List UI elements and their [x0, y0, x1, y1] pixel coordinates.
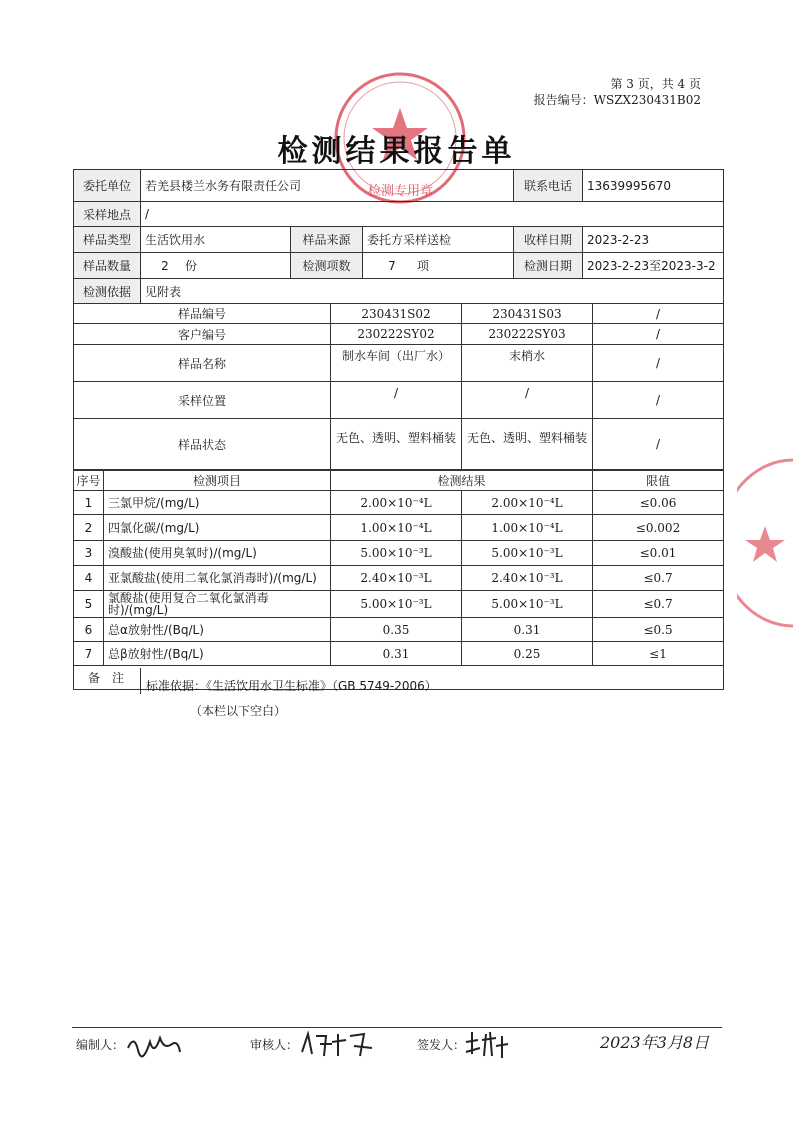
issued-signature-icon — [462, 1028, 512, 1060]
result-item: 三氯甲烷/(mg/L) — [104, 491, 331, 515]
result-item: 四氯化碳/(mg/L) — [104, 515, 331, 541]
result-value-2: 5.00×10⁻³L — [462, 591, 593, 618]
position-label: 采样位置 — [74, 382, 331, 419]
sample-row-name — [74, 345, 724, 382]
client-id-3: / — [593, 324, 724, 345]
items-label: 检测项数 — [291, 253, 363, 279]
position-3: / — [593, 382, 724, 419]
result-header: 检测结果 — [331, 471, 593, 491]
sample-row-state — [74, 419, 724, 470]
result-value-2: 0.25 — [462, 642, 593, 666]
state-1: 无色、透明、塑料桶装 — [331, 419, 462, 470]
client-id-1: 230222SY02 — [331, 324, 462, 345]
results-body — [74, 491, 724, 666]
result-limit: ≤0.01 — [593, 541, 724, 566]
reviewed-by-label: 审核人： — [250, 1038, 299, 1052]
basis-label: 检测依据 — [74, 279, 141, 304]
client-value: 若羌县楼兰水务有限责任公司 — [141, 170, 514, 202]
result-limit: ≤0.7 — [593, 566, 724, 591]
result-seq: 6 — [74, 618, 104, 642]
result-value-1: 0.31 — [331, 642, 462, 666]
result-value-1: 1.00×10⁻⁴L — [331, 515, 462, 541]
test-date-value: 2023-2-23至2023-3-2 — [583, 253, 724, 279]
reviewed-signature-icon — [298, 1026, 378, 1062]
type-value: 生活饮用水 — [141, 227, 291, 253]
position-2: / — [462, 382, 593, 419]
table-row — [74, 491, 724, 515]
limit-header: 限值 — [593, 471, 724, 491]
position-1: / — [331, 382, 462, 419]
info-row-type — [74, 227, 724, 253]
result-value-2: 0.31 — [462, 618, 593, 642]
sample-row-id — [74, 304, 724, 324]
result-seq: 5 — [74, 591, 104, 618]
sample-row-position — [74, 382, 724, 419]
recv-label: 收样日期 — [514, 227, 583, 253]
table-row — [74, 566, 724, 591]
site-value: / — [141, 202, 724, 227]
phone-value: 13639995670 — [583, 170, 724, 202]
result-value-2: 2.00×10⁻⁴L — [462, 491, 593, 515]
state-2: 无色、透明、塑料桶装 — [462, 419, 593, 470]
result-value-1: 5.00×10⁻³L — [331, 591, 462, 618]
result-limit: ≤0.002 — [593, 515, 724, 541]
remarks-divider — [140, 668, 141, 694]
results-header-row — [74, 471, 724, 491]
table-row — [74, 642, 724, 666]
qty-value: 2 — [161, 259, 169, 273]
result-seq: 3 — [74, 541, 104, 566]
source-label: 样品来源 — [291, 227, 363, 253]
test-date-label: 检测日期 — [514, 253, 583, 279]
result-value-1: 0.35 — [331, 618, 462, 642]
qty-label: 样品数量 — [74, 253, 141, 279]
qty-unit: 份 — [185, 259, 198, 273]
info-row-site — [74, 202, 724, 227]
page-title: 检测结果报告单 — [277, 134, 516, 169]
edge-seal-icon — [737, 458, 793, 628]
items-value: 7 — [388, 259, 396, 273]
blank-note: （本栏以下空白） — [190, 704, 287, 718]
sample-id-2: 230431S03 — [462, 304, 593, 324]
sample-name-1: 制水车间（出厂水） — [331, 345, 462, 382]
page-info — [534, 76, 701, 108]
table-row — [74, 541, 724, 566]
table-row — [74, 591, 724, 618]
result-value-1: 2.00×10⁻⁴L — [331, 491, 462, 515]
issue-date: 2023年3月8日 — [600, 1033, 710, 1052]
client-id-label: 客户编号 — [74, 324, 331, 345]
table-row — [74, 515, 724, 541]
table-row — [74, 618, 724, 642]
phone-label: 联系电话 — [514, 170, 583, 202]
remarks-text: 标准依据：《生活饮用水卫生标准》（GB 5749-2006） — [146, 679, 437, 693]
result-value-1: 5.00×10⁻³L — [331, 541, 462, 566]
sample-id-1: 230431S02 — [331, 304, 462, 324]
sample-id-label: 样品编号 — [74, 304, 331, 324]
result-value-2: 1.00×10⁻⁴L — [462, 515, 593, 541]
result-item: 总α放射性/(Bq/L) — [104, 618, 331, 642]
type-label: 样品类型 — [74, 227, 141, 253]
seq-header: 序号 — [74, 471, 104, 491]
client-id-2: 230222SY03 — [462, 324, 593, 345]
items-cell — [363, 253, 514, 279]
sample-name-2: 末梢水 — [462, 345, 593, 382]
result-seq: 1 — [74, 491, 104, 515]
item-header: 检测项目 — [104, 471, 331, 491]
report-number — [534, 92, 701, 108]
site-label: 采样地点 — [74, 202, 141, 227]
info-row-basis — [74, 279, 724, 304]
recv-value: 2023-2-23 — [583, 227, 724, 253]
items-unit: 项 — [417, 259, 430, 273]
info-row-qty — [74, 253, 724, 279]
client-label: 委托单位 — [74, 170, 141, 202]
sample-name-label: 样品名称 — [74, 345, 331, 382]
result-seq: 4 — [74, 566, 104, 591]
remarks-label-text: 备 注 — [88, 671, 125, 685]
prepared-signature-icon — [124, 1028, 184, 1062]
page-indicator: 第 3 页，共 4 页 — [610, 77, 701, 91]
sample-id-3: / — [593, 304, 724, 324]
result-value-2: 2.40×10⁻³L — [462, 566, 593, 591]
result-limit: ≤0.06 — [593, 491, 724, 515]
info-table — [73, 169, 724, 304]
issued-by-label: 签发人： — [417, 1038, 466, 1052]
prepared-by-label: 编制人： — [76, 1038, 125, 1052]
report-number-label: 报告编号： — [533, 93, 594, 107]
source-value: 委托方采样送检 — [363, 227, 514, 253]
state-3: / — [593, 419, 724, 470]
result-value-2: 5.00×10⁻³L — [462, 541, 593, 566]
qty-cell — [141, 253, 291, 279]
info-row-client — [74, 170, 724, 202]
sample-name-3: / — [593, 345, 724, 382]
result-seq: 7 — [74, 642, 104, 666]
basis-value: 见附表 — [141, 279, 724, 304]
result-limit: ≤1 — [593, 642, 724, 666]
result-limit: ≤0.7 — [593, 591, 724, 618]
result-value-1: 2.40×10⁻³L — [331, 566, 462, 591]
state-label: 样品状态 — [74, 419, 331, 470]
result-item: 溴酸盐(使用臭氧时)/(mg/L) — [104, 541, 331, 566]
result-item: 亚氯酸盐(使用二氧化氯消毒时)/(mg/L) — [104, 566, 331, 591]
result-seq: 2 — [74, 515, 104, 541]
sample-table — [73, 303, 724, 470]
seal-text: 检测专用章 — [368, 184, 434, 199]
sample-row-client-id — [74, 324, 724, 345]
results-table — [73, 470, 724, 690]
result-item: 总β放射性/(Bq/L) — [104, 642, 331, 666]
result-limit: ≤0.5 — [593, 618, 724, 642]
result-item: 氯酸盐(使用复合二氧化氯消毒时)/(mg/L) — [104, 591, 331, 618]
report-number-value: WSZX230431B02 — [593, 93, 701, 107]
